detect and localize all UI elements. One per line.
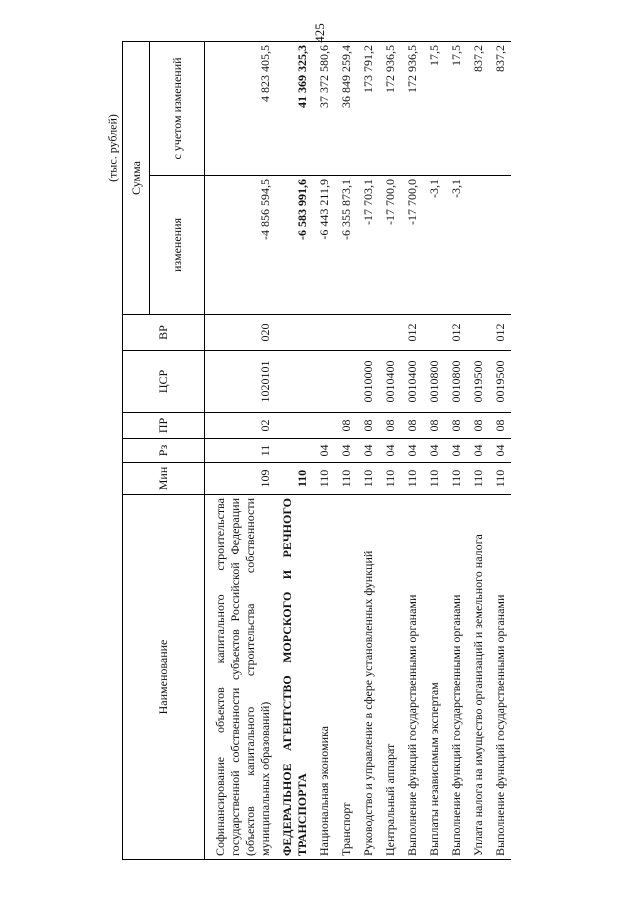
row-pr: 08 bbox=[467, 413, 489, 439]
row-rz: 11 bbox=[205, 439, 277, 463]
header-change: изменения bbox=[150, 176, 205, 315]
row-pr bbox=[313, 413, 335, 439]
row-pr: 08 bbox=[401, 413, 423, 439]
row-vr bbox=[423, 315, 445, 351]
header-sum: Сумма bbox=[123, 41, 150, 314]
row-change: -4 856 594,5 bbox=[205, 176, 277, 315]
row-pr: 08 bbox=[423, 413, 445, 439]
row-change: -3,1 bbox=[423, 176, 445, 315]
row-change: -17 703,1 bbox=[357, 176, 379, 315]
row-vr: 020 bbox=[205, 315, 277, 351]
row-rz: 04 bbox=[357, 439, 379, 463]
row-rz: 04 bbox=[335, 439, 357, 463]
table-row bbox=[357, 41, 379, 859]
row-total: 837,2 bbox=[489, 41, 511, 175]
table-header bbox=[123, 41, 205, 859]
row-pr: 08 bbox=[357, 413, 379, 439]
header-with-changes: с учетом изменений bbox=[150, 41, 205, 175]
row-min: 110 bbox=[445, 463, 467, 495]
row-total: 172 936,5 bbox=[379, 41, 401, 175]
row-total: 837,2 bbox=[467, 41, 489, 175]
row-change: -6 583 991,6 bbox=[276, 176, 313, 315]
row-vr bbox=[467, 315, 489, 351]
row-vr: 012 bbox=[489, 315, 511, 351]
row-min: 109 bbox=[205, 463, 277, 495]
row-min: 110 bbox=[467, 463, 489, 495]
table-body bbox=[205, 41, 512, 859]
row-min: 110 bbox=[357, 463, 379, 495]
row-total: 41 369 325,3 bbox=[276, 41, 313, 175]
row-total: 172 936,5 bbox=[401, 41, 423, 175]
table-row bbox=[379, 41, 401, 859]
row-total: 173 791,2 bbox=[357, 41, 379, 175]
row-csr: 0010000 bbox=[357, 351, 379, 413]
row-pr: 08 bbox=[379, 413, 401, 439]
row-change: -17 700,0 bbox=[379, 176, 401, 315]
row-name: Национальная экономика bbox=[313, 495, 335, 860]
row-name: Выплаты независимым экспертам bbox=[423, 495, 445, 860]
row-total: 17,5 bbox=[423, 41, 445, 175]
header-csr: ЦСР bbox=[123, 351, 205, 413]
row-change: -3,1 bbox=[445, 176, 467, 315]
row-min: 110 bbox=[313, 463, 335, 495]
row-csr: 0019500 bbox=[489, 351, 511, 413]
table-row bbox=[423, 41, 445, 859]
row-csr bbox=[335, 351, 357, 413]
row-change: -17 700,0 bbox=[401, 176, 423, 315]
row-total: 36 849 259,4 bbox=[335, 41, 357, 175]
row-csr: 1020101 bbox=[205, 351, 277, 413]
row-name: Выполнение функций государственными органами bbox=[445, 495, 467, 860]
row-min: 110 bbox=[335, 463, 357, 495]
row-name: ФЕДЕРАЛЬНОЕ АГЕНТСТВО МОРСКОГО И РЕЧНОГО ТРАНСПОРТА bbox=[276, 495, 313, 860]
row-pr bbox=[276, 413, 313, 439]
row-min: 110 bbox=[489, 463, 511, 495]
row-csr: 0019500 bbox=[467, 351, 489, 413]
row-name: Транспорт bbox=[335, 495, 357, 860]
row-csr: 0010800 bbox=[423, 351, 445, 413]
row-change bbox=[489, 176, 511, 315]
row-change: -6 443 211,9 bbox=[313, 176, 335, 315]
table-row bbox=[313, 41, 335, 859]
row-name: Софинансирование объектов капитального строительства государственной собственности субъектов Российской Федерации (объектов капитального строительства собственности муниципальных образований) bbox=[205, 495, 277, 860]
row-rz: 04 bbox=[467, 439, 489, 463]
row-vr bbox=[276, 315, 313, 351]
row-pr: 08 bbox=[335, 413, 357, 439]
row-name: Руководство и управление в сфере установленных функций bbox=[357, 495, 379, 860]
row-name: Выполнение функций государственными органами bbox=[401, 495, 423, 860]
row-rz: 04 bbox=[445, 439, 467, 463]
row-csr bbox=[313, 351, 335, 413]
row-rz bbox=[276, 439, 313, 463]
row-rz: 04 bbox=[313, 439, 335, 463]
table-row bbox=[276, 41, 313, 859]
row-total: 17,5 bbox=[445, 41, 467, 175]
row-min: 110 bbox=[423, 463, 445, 495]
table-row bbox=[335, 41, 357, 859]
row-min: 110 bbox=[379, 463, 401, 495]
row-name: Выполнение функций государственными органами bbox=[489, 495, 511, 860]
row-vr: 012 bbox=[445, 315, 467, 351]
row-rz: 04 bbox=[379, 439, 401, 463]
page-number-text: 425 bbox=[312, 23, 327, 43]
row-rz: 04 bbox=[423, 439, 445, 463]
header-vr: ВР bbox=[123, 315, 205, 351]
row-pr: 08 bbox=[489, 413, 511, 439]
row-total: 37 372 580,6 bbox=[313, 41, 335, 175]
row-csr: 0010400 bbox=[379, 351, 401, 413]
row-change bbox=[467, 176, 489, 315]
row-rz: 04 bbox=[401, 439, 423, 463]
row-vr bbox=[313, 315, 335, 351]
row-change: -6 355 873,1 bbox=[335, 176, 357, 315]
rotated-page-content bbox=[122, 42, 602, 860]
units-note-text: (тыс. рублей) bbox=[105, 114, 120, 182]
header-pr: ПР bbox=[123, 413, 205, 439]
row-name: Уплата налога на имущество организаций и земельного налога bbox=[467, 495, 489, 860]
row-vr bbox=[357, 315, 379, 351]
budget-table bbox=[122, 41, 511, 860]
row-csr bbox=[276, 351, 313, 413]
table-row bbox=[489, 41, 511, 859]
row-pr: 02 bbox=[205, 413, 277, 439]
row-rz: 04 bbox=[489, 439, 511, 463]
row-vr bbox=[335, 315, 357, 351]
header-rz: Рз bbox=[123, 439, 205, 463]
row-csr: 0010800 bbox=[445, 351, 467, 413]
row-vr bbox=[379, 315, 401, 351]
table-row bbox=[467, 41, 489, 859]
row-name: Центральный аппарат bbox=[379, 495, 401, 860]
row-pr: 08 bbox=[445, 413, 467, 439]
row-total: 4 823 405,5 bbox=[205, 41, 277, 175]
table-row bbox=[401, 41, 423, 859]
row-vr: 012 bbox=[401, 315, 423, 351]
row-csr: 0010400 bbox=[401, 351, 423, 413]
header-min: Мин bbox=[123, 463, 205, 495]
table-row bbox=[205, 41, 277, 859]
table-row bbox=[445, 41, 467, 859]
header-name: Наименование bbox=[123, 495, 205, 860]
row-min: 110 bbox=[276, 463, 313, 495]
row-min: 110 bbox=[401, 463, 423, 495]
